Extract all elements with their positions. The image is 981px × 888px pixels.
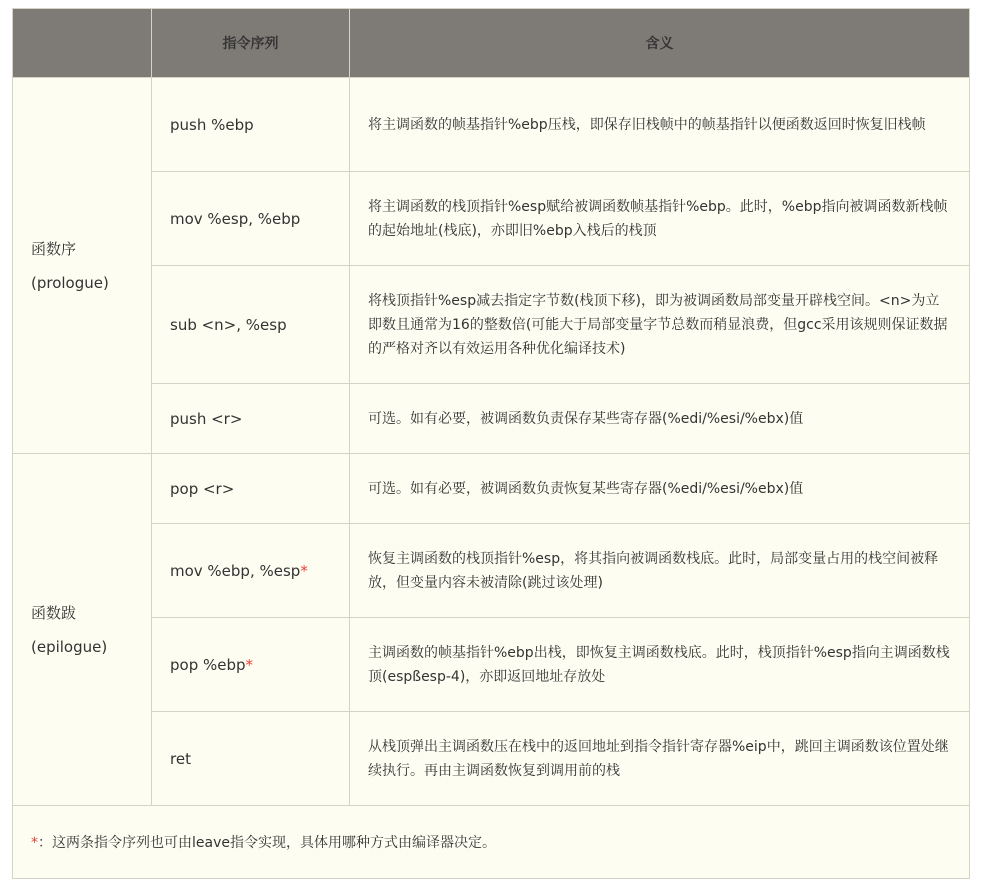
table-row xyxy=(13,266,970,384)
instruction-table-container xyxy=(12,8,969,879)
instruction-cell xyxy=(152,384,350,454)
meaning-cell: 将主调函数的帧基指针%ebp压栈，即保存旧栈帧中的帧基指针以便函数返回时恢复旧栈帧 xyxy=(350,78,970,172)
footnote-row xyxy=(13,806,970,879)
header-instruction-sequence: 指令序列 xyxy=(152,9,350,78)
table-header-row xyxy=(13,9,970,78)
instruction-cell xyxy=(152,172,350,266)
instruction-cell xyxy=(152,266,350,384)
meaning-cell: 恢复主调函数的栈顶指针%esp，将其指向被调函数栈底。此时，局部变量占用的栈空间被释放，但变量内容未被清除(跳过该处理) xyxy=(350,524,970,618)
instruction-cell xyxy=(152,618,350,712)
footnote-cell xyxy=(13,806,970,879)
header-meaning: 含义 xyxy=(350,9,970,78)
meaning-cell: 主调函数的帧基指针%ebp出栈，即恢复主调函数栈底。此时，栈顶指针%esp指向主调函数栈顶(espßesp-4)，亦即返回地址存放处 xyxy=(350,618,970,712)
footnote-text: ：这两条指令序列也可由leave指令实现，具体用哪种方式由编译器决定。 xyxy=(38,835,496,851)
instruction-text: mov %esp, %ebp xyxy=(170,209,301,228)
group-name: 函数序 xyxy=(31,239,77,258)
instruction-cell xyxy=(152,78,350,172)
meaning-cell: 从栈顶弹出主调函数压在栈中的返回地址到指令指针寄存器%eip中，跳回主调函数该位置处继续执行。再由主调函数恢复到调用前的栈 xyxy=(350,712,970,806)
meaning-cell: 可选。如有必要，被调函数负责恢复某些寄存器(%edi/%esi/%ebx)值 xyxy=(350,454,970,524)
instruction-text: push %ebp xyxy=(170,115,254,134)
instruction-cell xyxy=(152,524,350,618)
group-prologue-cell xyxy=(13,78,152,454)
table-row xyxy=(13,78,970,172)
table-row xyxy=(13,384,970,454)
meaning-cell: 将栈顶指针%esp减去指定字节数(栈顶下移)，即为被调函数局部变量开辟栈空间。<n>为立即数且通常为16的整数倍(可能大于局部变量字节总数而稍显浪费，但gcc采用该规则保证数据的严格对齐以有效运用各种优化编译技术) xyxy=(350,266,970,384)
table-row xyxy=(13,524,970,618)
table-row xyxy=(13,454,970,524)
group-epilogue-cell xyxy=(13,454,152,806)
group-sub: (epilogue) xyxy=(31,637,108,656)
table-row xyxy=(13,712,970,806)
table-row xyxy=(13,618,970,712)
group-name: 函数跋 xyxy=(31,603,77,622)
table-row xyxy=(13,172,970,266)
header-group xyxy=(13,9,152,78)
meaning-cell: 将主调函数的栈顶指针%esp赋给被调函数帧基指针%ebp。此时，%ebp指向被调函数新栈帧的起始地址(栈底)，亦即旧%ebp入栈后的栈顶 xyxy=(350,172,970,266)
instruction-text: sub <n>, %esp xyxy=(170,315,287,334)
instruction-cell xyxy=(152,454,350,524)
instruction-text: mov %ebp, %esp xyxy=(170,561,301,580)
instruction-text: ret xyxy=(170,749,191,768)
footnote-star: * xyxy=(31,835,38,851)
footnote-marker: * xyxy=(300,561,308,580)
instruction-text: pop <r> xyxy=(170,479,235,498)
footnote-marker: * xyxy=(245,655,254,674)
group-sub: (prologue) xyxy=(31,273,109,292)
instruction-table xyxy=(12,8,970,879)
instruction-cell xyxy=(152,712,350,806)
instruction-text: push <r> xyxy=(170,409,243,428)
instruction-text: pop %ebp xyxy=(170,655,246,674)
meaning-cell: 可选。如有必要，被调函数负责保存某些寄存器(%edi/%esi/%ebx)值 xyxy=(350,384,970,454)
